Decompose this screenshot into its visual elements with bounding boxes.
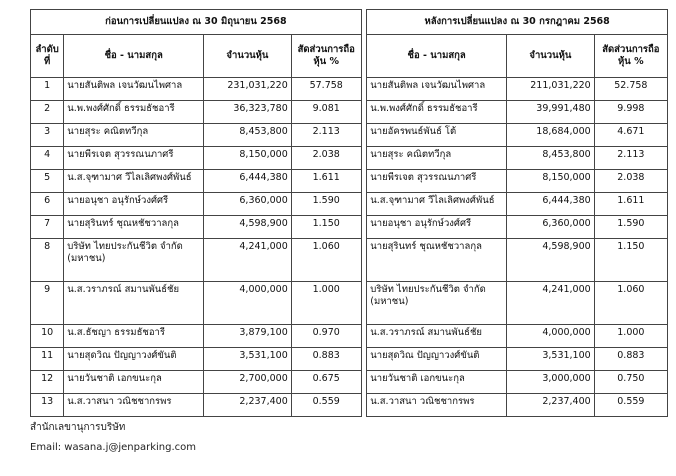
after-name-cell: นายสุดวิณ ปัญญาวงศ์ขันติ (367, 348, 507, 371)
before-name-cell: น.ส.วราภรณ์ สมานพันธ์ชัย (64, 282, 204, 325)
before-name-header: ชื่อ - นามสกุล (64, 35, 204, 78)
before-shares-header: จำนวนหุ้น (204, 35, 292, 78)
before-name-cell: นายอนุชา อนุรักษ์วงศ์ศรี (64, 193, 204, 216)
before-shares-cell: 4,000,000 (204, 282, 292, 325)
after-shares-cell: 8,150,000 (507, 170, 595, 193)
after-percent-cell: 1.150 (594, 239, 667, 282)
rank-cell: 12 (31, 371, 64, 394)
before-shares-cell: 36,323,780 (204, 101, 292, 124)
before-change-heading: ก่อนการเปลี่ยนแปลง ณ 30 มิถุนายน 2568 (31, 10, 362, 35)
rank-cell: 5 (31, 170, 64, 193)
secretary-office-label: สำนักเลขานุการบริษัท (30, 422, 126, 433)
rank-cell: 7 (31, 216, 64, 239)
table-row (31, 147, 668, 170)
after-shares-cell: 3,531,100 (507, 348, 595, 371)
before-percent-cell: 0.559 (291, 394, 361, 417)
after-percent-cell: 1.611 (594, 193, 667, 216)
before-name-cell: นายสุรินทร์ ชุณหชัชวาลกุล (64, 216, 204, 239)
contact-footer (30, 418, 196, 458)
after-percent-cell: 0.883 (594, 348, 667, 371)
rank-cell: 9 (31, 282, 64, 325)
after-percent-cell: 2.113 (594, 147, 667, 170)
rank-cell: 4 (31, 147, 64, 170)
before-percent-cell: 1.590 (291, 193, 361, 216)
table-row (31, 193, 668, 216)
table-row (31, 170, 668, 193)
after-shares-cell: 4,000,000 (507, 325, 595, 348)
after-name-cell: นายสันติพล เจนวัฒนไพศาล (367, 78, 507, 101)
after-percent-cell: 2.038 (594, 170, 667, 193)
after-percent-cell: 0.750 (594, 371, 667, 394)
before-name-cell: น.พ.พงศ์ศักดิ์ ธรรมธัชอารี (64, 101, 204, 124)
before-percent-header: สัดส่วนการถือหุ้น % (291, 35, 361, 78)
table-row (31, 282, 668, 325)
table-row (31, 124, 668, 147)
before-percent-cell: 0.970 (291, 325, 361, 348)
before-name-cell: น.ส.ธัชญา ธรรมธัชอารี (64, 325, 204, 348)
before-shares-cell: 231,031,220 (204, 78, 292, 101)
table-row (31, 101, 668, 124)
after-percent-header: สัดส่วนการถือหุ้น % (594, 35, 667, 78)
before-shares-cell: 6,444,380 (204, 170, 292, 193)
before-shares-cell: 3,531,100 (204, 348, 292, 371)
before-name-cell: บริษัท ไทยประกันชีวิต จำกัด (มหาชน) (64, 239, 204, 282)
before-percent-cell: 2.038 (291, 147, 361, 170)
rank-cell: 13 (31, 394, 64, 417)
after-shares-cell: 39,991,480 (507, 101, 595, 124)
after-shares-cell: 4,598,900 (507, 239, 595, 282)
after-name-cell: นายพีรเจต สุวรรณนภาศรี (367, 170, 507, 193)
after-name-header: ชื่อ - นามสกุล (367, 35, 507, 78)
before-name-cell: นายพีรเจต สุวรรณนภาศรี (64, 147, 204, 170)
rank-cell: 10 (31, 325, 64, 348)
rank-cell: 3 (31, 124, 64, 147)
before-shares-cell: 6,360,000 (204, 193, 292, 216)
before-percent-cell: 0.883 (291, 348, 361, 371)
table-row (31, 371, 668, 394)
rank-cell: 11 (31, 348, 64, 371)
before-name-cell: นายสุระ คณิตทวีกุล (64, 124, 204, 147)
after-name-cell: นายอัครพนธ์พันธ์ โต้ (367, 124, 507, 147)
rank-cell: 8 (31, 239, 64, 282)
after-shares-cell: 8,453,800 (507, 147, 595, 170)
after-name-cell: นายวันชาติ เอกขนะกุล (367, 371, 507, 394)
shareholder-table (30, 9, 668, 417)
rank-header: ลำดับที่ (31, 35, 64, 78)
after-change-heading: หลังการเปลี่ยนแปลง ณ 30 กรกฎาคม 2568 (367, 10, 668, 35)
before-percent-cell: 2.113 (291, 124, 361, 147)
before-shares-cell: 4,598,900 (204, 216, 292, 239)
before-name-cell: น.ส.จุฑามาศ วีไลเลิศพงศ์พันธ์ (64, 170, 204, 193)
after-percent-cell: 0.559 (594, 394, 667, 417)
after-name-cell: นายสุระ คณิตทวีกุล (367, 147, 507, 170)
after-shares-cell: 3,000,000 (507, 371, 595, 394)
after-shares-cell: 211,031,220 (507, 78, 595, 101)
table-row (31, 216, 668, 239)
before-percent-cell: 1.611 (291, 170, 361, 193)
rank-cell: 2 (31, 101, 64, 124)
rank-cell: 6 (31, 193, 64, 216)
contact-email[interactable]: Email: wasana.j@jenparking.com (30, 442, 197, 453)
after-percent-cell: 52.758 (594, 78, 667, 101)
after-name-cell: น.ส.วาสนา วณิชชากรพร (367, 394, 507, 417)
before-percent-cell: 0.675 (291, 371, 361, 394)
before-percent-cell: 1.150 (291, 216, 361, 239)
after-name-cell: นายสุรินทร์ ชุณหชัชวาลกุล (367, 239, 507, 282)
table-row (31, 239, 668, 282)
before-shares-cell: 4,241,000 (204, 239, 292, 282)
after-shares-header: จำนวนหุ้น (507, 35, 595, 78)
before-shares-cell: 8,150,000 (204, 147, 292, 170)
before-shares-cell: 3,879,100 (204, 325, 292, 348)
before-shares-cell: 2,700,000 (204, 371, 292, 394)
after-percent-cell: 1.060 (594, 282, 667, 325)
rank-cell: 1 (31, 78, 64, 101)
after-name-cell: บริษัท ไทยประกันชีวิต จำกัด (มหาชน) (367, 282, 507, 325)
after-name-cell: น.พ.พงศ์ศักดิ์ ธรรมธัชอารี (367, 101, 507, 124)
before-name-cell: นายสันติพล เจนวัฒนไพศาล (64, 78, 204, 101)
before-percent-cell: 57.758 (291, 78, 361, 101)
after-percent-cell: 1.000 (594, 325, 667, 348)
before-shares-cell: 8,453,800 (204, 124, 292, 147)
before-name-cell: น.ส.วาสนา วณิชชากรพร (64, 394, 204, 417)
before-shares-cell: 2,237,400 (204, 394, 292, 417)
table-row (31, 78, 668, 101)
after-name-cell: น.ส.จุฑามาศ วีไลเลิศพงศ์พันธ์ (367, 193, 507, 216)
table-row (31, 325, 668, 348)
after-percent-cell: 9.998 (594, 101, 667, 124)
after-percent-cell: 4.671 (594, 124, 667, 147)
before-name-cell: นายสุดวิณ ปัญญาวงศ์ขันติ (64, 348, 204, 371)
after-shares-cell: 6,444,380 (507, 193, 595, 216)
table-row (31, 394, 668, 417)
after-name-cell: นายอนุชา อนุรักษ์วงศ์ศรี (367, 216, 507, 239)
table-row (31, 348, 668, 371)
before-percent-cell: 1.000 (291, 282, 361, 325)
after-shares-cell: 6,360,000 (507, 216, 595, 239)
shareholder-rows (31, 78, 668, 417)
before-name-cell: นายวันชาติ เอกขนะกุล (64, 371, 204, 394)
after-percent-cell: 1.590 (594, 216, 667, 239)
after-shares-cell: 2,237,400 (507, 394, 595, 417)
before-percent-cell: 1.060 (291, 239, 361, 282)
after-name-cell: น.ส.วราภรณ์ สมานพันธ์ชัย (367, 325, 507, 348)
after-shares-cell: 18,684,000 (507, 124, 595, 147)
before-percent-cell: 9.081 (291, 101, 361, 124)
after-shares-cell: 4,241,000 (507, 282, 595, 325)
